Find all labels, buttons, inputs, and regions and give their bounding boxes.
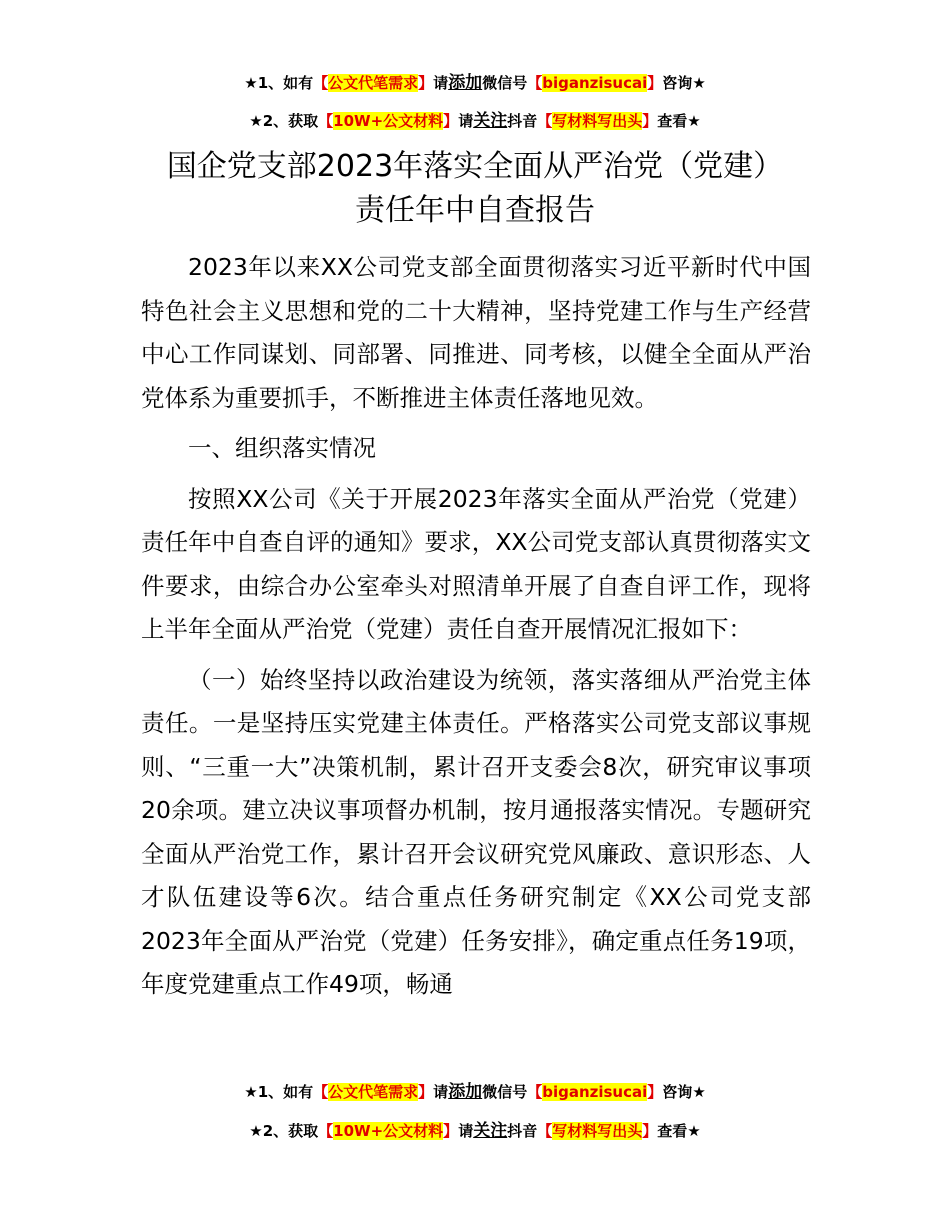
promo-text: 1、如有 [257, 1083, 314, 1101]
bracket: 】 [642, 1122, 658, 1140]
promo-text: 咨询 [662, 74, 693, 92]
bracket: 】 [647, 74, 663, 92]
promo-line-1 [0, 68, 950, 93]
bracket: 【 [318, 112, 334, 130]
promo-emphasis: 关注 [473, 1121, 508, 1141]
promo-text: 查看 [657, 112, 688, 130]
promo-text: 微信号 [482, 74, 528, 92]
section-heading: 一、组织落实情况 [188, 434, 376, 462]
bracket: 】 [443, 1122, 459, 1140]
body-paragraph: 2023年以来XX公司党支部全面贯彻落实习近平新时代中国特色社会主义思想和党的二十大精神，坚持党建工作与生产经营中心工作同谋划、同部署、同推进、同考核，以健全全面从严治党体系为重要抓手，不断推进主体责任落地见效。 [141, 253, 811, 412]
promo-text: 抖音 [507, 112, 538, 130]
promo-douyin-id: 写材料写出头 [552, 1122, 643, 1140]
document-body [141, 246, 811, 1007]
promo-highlight: 公文代笔需求 [328, 1083, 419, 1101]
promo-text: 2、获取 [262, 1122, 319, 1140]
promo-wechat-id: biganzisucai [542, 74, 648, 92]
promo-text: 咨询 [662, 1083, 693, 1101]
title-line-2: 责任年中自查报告 [355, 193, 595, 228]
promo-text: 请 [433, 74, 449, 92]
bracket: 【 [537, 112, 553, 130]
star-icon: ★ [249, 1122, 263, 1140]
promo-emphasis: 添加 [448, 1082, 483, 1102]
promo-text: 请 [433, 1083, 449, 1101]
bracket: 】 [443, 112, 459, 130]
bracket: 【 [313, 74, 329, 92]
promo-text: 请 [458, 1122, 474, 1140]
bracket: 】 [418, 1083, 434, 1101]
bracket: 】 [642, 112, 658, 130]
star-icon: ★ [692, 74, 706, 92]
promo-line-2-footer [0, 1116, 950, 1141]
promo-text: 请 [458, 112, 474, 130]
promo-line-1-footer [0, 1077, 950, 1102]
promo-highlight: 10W+公文材料 [333, 112, 444, 130]
promo-highlight: 公文代笔需求 [328, 74, 419, 92]
body-paragraph: （一）始终坚持以政治建设为统领，落实落细从严治党主体责任。一是坚持压实党建主体责任。严格落实公司党支部议事规则、“三重一大”决策机制，累计召开支委会8次，研究审议事项20余项。建立决议事项督办机制，按月通报落实情况。专题研究全面从严治党工作，累计召开会议研究党风廉政、意识形态、人才队伍建设等6次。结合重点任务研究制定《XX公司党支部2023年全面从严治党（党建）任务安排》，确定重点任务19项，年度党建重点工作49项，畅通 [141, 665, 811, 998]
promo-text: 查看 [657, 1122, 688, 1140]
promo-highlight: 10W+公文材料 [333, 1122, 444, 1140]
promo-text: 抖音 [507, 1122, 538, 1140]
title-line-1: 国企党支部2023年落实全面从严治党（党建） [166, 149, 784, 184]
promo-emphasis: 关注 [473, 111, 508, 131]
promo-text: 1、如有 [257, 74, 314, 92]
star-icon: ★ [687, 1122, 701, 1140]
bracket: 】 [418, 74, 434, 92]
star-icon: ★ [249, 112, 263, 130]
promo-line-2 [0, 106, 950, 131]
promo-wechat-id: biganzisucai [542, 1083, 648, 1101]
document-title [0, 145, 950, 233]
bracket: 【 [537, 1122, 553, 1140]
bracket: 【 [313, 1083, 329, 1101]
bracket: 【 [318, 1122, 334, 1140]
star-icon: ★ [244, 74, 258, 92]
body-paragraph: 按照XX公司《关于开展2023年落实全面从严治党（党建）责任年中自查自评的通知》要求，XX公司党支部认真贯彻落实文件要求，由综合办公室牵头对照清单开展了自查自评工作，现将上半年全面从严治党（党建）责任自查开展情况汇报如下： [141, 484, 811, 643]
bracket: 】 [647, 1083, 663, 1101]
promo-emphasis: 添加 [448, 73, 483, 93]
star-icon: ★ [692, 1083, 706, 1101]
promo-text: 2、获取 [262, 112, 319, 130]
promo-text: 微信号 [482, 1083, 528, 1101]
star-icon: ★ [687, 112, 701, 130]
star-icon: ★ [244, 1083, 258, 1101]
bracket: 【 [527, 74, 543, 92]
bracket: 【 [527, 1083, 543, 1101]
promo-douyin-id: 写材料写出头 [552, 112, 643, 130]
